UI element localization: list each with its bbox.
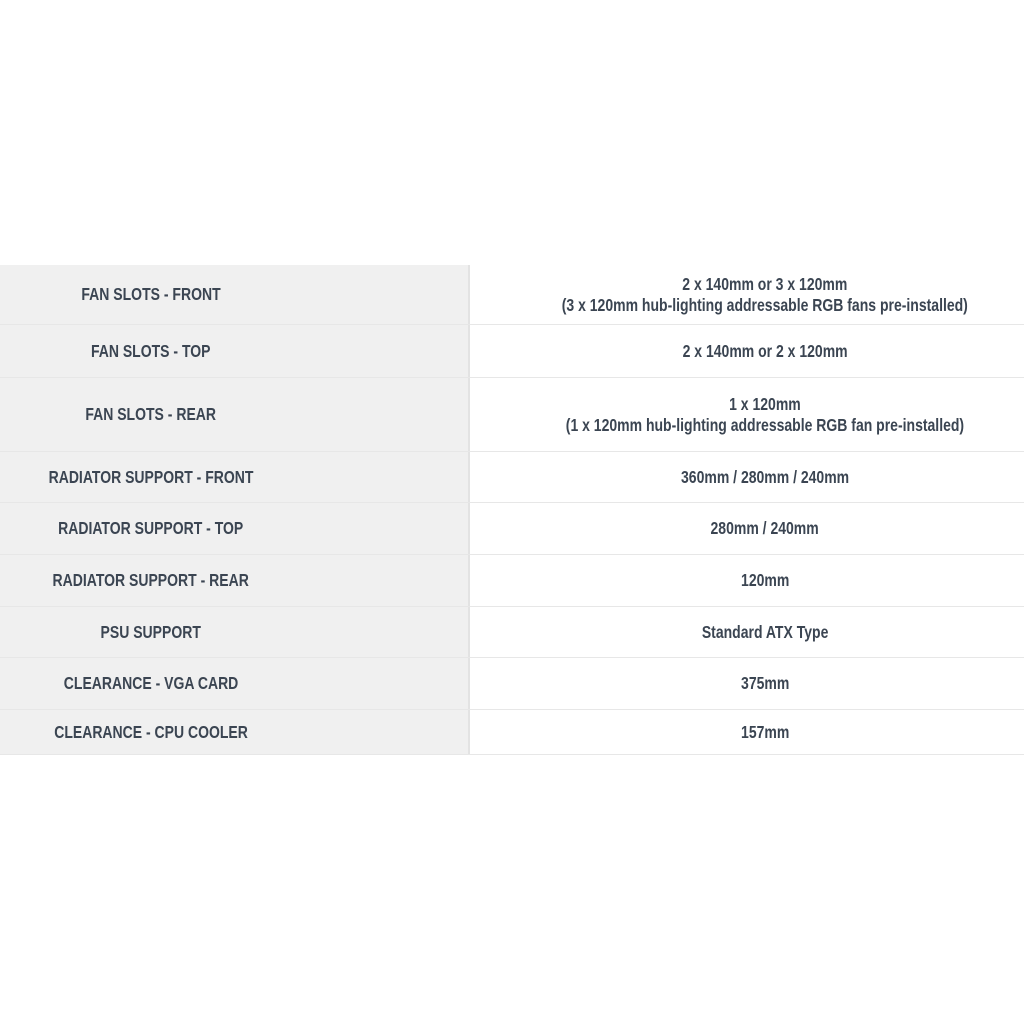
spec-label-cell (0, 265, 470, 324)
spec-value-line: 2 x 140mm or 2 x 120mm (682, 340, 848, 361)
spec-label: CLEARANCE - CPU COOLER (54, 721, 248, 742)
spec-value (566, 394, 964, 436)
spec-label: CLEARANCE - VGA CARD (63, 673, 239, 693)
spec-row (0, 607, 1024, 658)
spec-label: PSU SUPPORT (100, 621, 202, 642)
spec-row (0, 265, 1024, 325)
spec-value-cell (470, 378, 1024, 451)
spec-value (681, 467, 849, 488)
spec-row (0, 555, 1024, 607)
spec-label-cell (0, 378, 470, 451)
spec-value-line: 360mm / 280mm / 240mm (680, 466, 850, 487)
spec-label: FAN SLOTS - TOP (91, 340, 211, 361)
spec-row (0, 378, 1024, 452)
spec-label-cell (0, 452, 470, 502)
spec-label-cell (0, 658, 470, 709)
spec-value-line: 280mm / 240mm (710, 518, 820, 538)
spec-value (741, 673, 789, 694)
spec-value-line: (1 x 120mm hub-lighting addressable RGB fan pre-installed) (565, 414, 965, 435)
spec-value-line: Standard ATX Type (701, 621, 829, 642)
spec-value-line: 1 x 120mm (729, 393, 801, 414)
spec-label: RADIATOR SUPPORT - REAR (52, 570, 250, 590)
spec-value-line: 375mm (740, 673, 790, 693)
spec-label: RADIATOR SUPPORT - TOP (58, 518, 244, 538)
spec-label-cell (0, 710, 470, 754)
spec-row (0, 325, 1024, 378)
spec-value (711, 518, 819, 539)
spec-value (741, 570, 789, 591)
spec-table (0, 265, 1024, 755)
spec-value-line: 120mm (740, 570, 790, 590)
spec-value-cell (470, 607, 1024, 657)
spec-value (741, 722, 789, 743)
spec-value-cell (470, 555, 1024, 606)
spec-value-line: 157mm (740, 721, 790, 742)
spec-value (562, 274, 968, 316)
spec-value-cell (470, 658, 1024, 709)
spec-value-cell (470, 452, 1024, 502)
spec-label-cell (0, 503, 470, 554)
spec-label-cell (0, 325, 470, 377)
spec-row (0, 503, 1024, 555)
spec-label: FAN SLOTS - FRONT (81, 284, 221, 304)
spec-value (702, 622, 829, 643)
spec-label: RADIATOR SUPPORT - FRONT (48, 466, 254, 487)
spec-value-cell (470, 503, 1024, 554)
spec-row (0, 710, 1024, 755)
spec-label-cell (0, 555, 470, 606)
spec-value-line: (3 x 120mm hub-lighting addressable RGB fans pre-installed) (561, 294, 969, 315)
spec-row (0, 658, 1024, 710)
spec-value-cell (470, 325, 1024, 377)
spec-label: FAN SLOTS - REAR (85, 404, 217, 424)
spec-value (683, 341, 848, 362)
spec-value-cell (470, 710, 1024, 754)
spec-row (0, 452, 1024, 503)
spec-label-cell (0, 607, 470, 657)
spec-value-cell (470, 265, 1024, 324)
spec-value-line: 2 x 140mm or 3 x 120mm (682, 273, 848, 294)
